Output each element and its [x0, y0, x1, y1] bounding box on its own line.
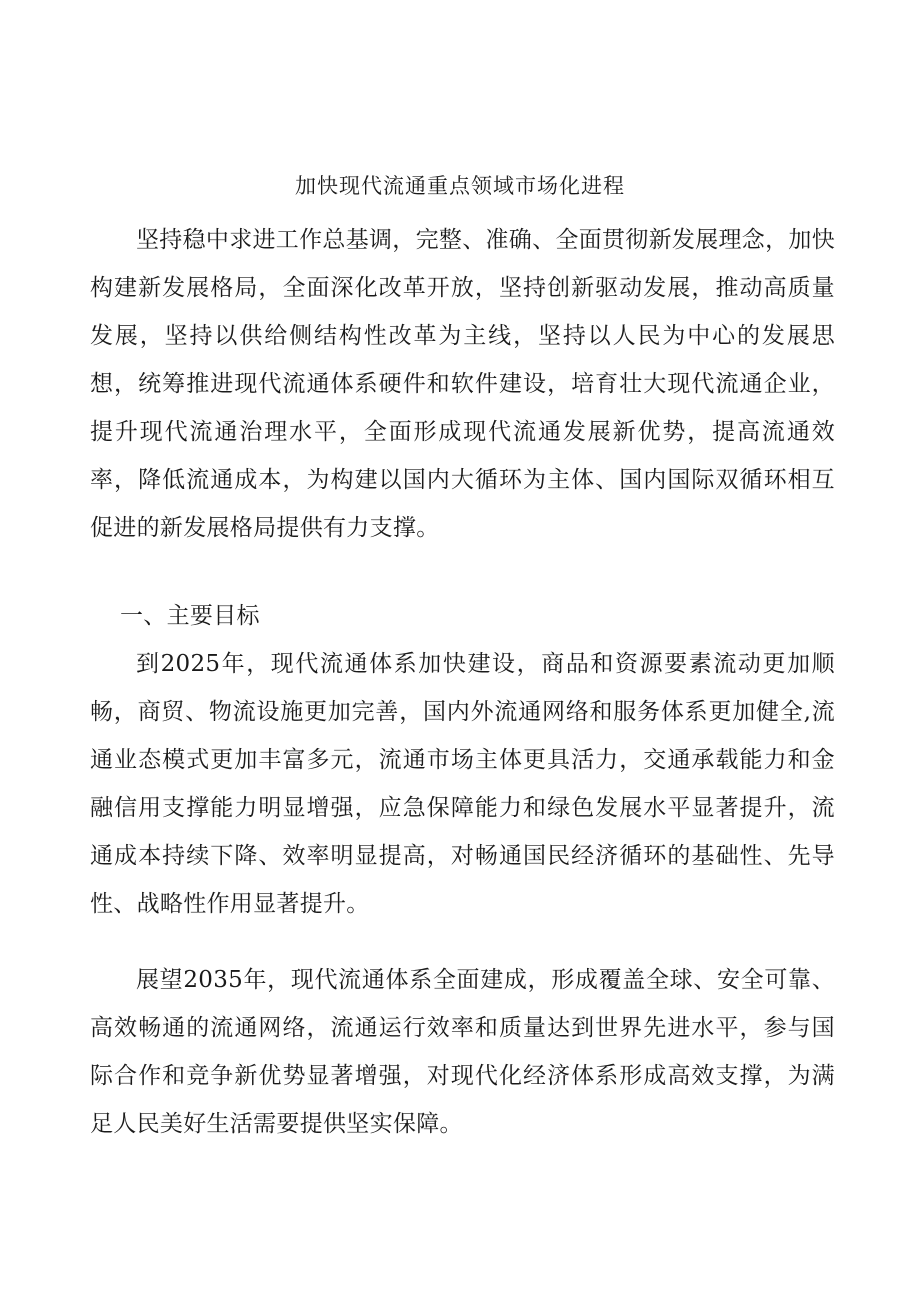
- section-heading: 一、主要目标: [120, 603, 260, 629]
- document-title: 加快现代流通重点领域市场化进程: [295, 174, 625, 198]
- goal-2025-paragraph: 到2025年，现代流通体系加快建设，商品和资源要素流动更加顺畅，商贸、物流设施更加完善，国内外流通网络和服务体系更加健全,流通业态模式更加丰富多元，流通市场主体更具活力，交通承载能力和金融信用支撑能力明显增强，应急保障能力和绿色发展水平显著提升，流通成本持续下降、效率明显提高，对畅通国民经济循环的基础性、先导性、战略性作用显著提升。: [90, 651, 835, 917]
- intro-paragraph: 坚持稳中求进工作总基调，完整、准确、全面贯彻新发展理念，加快构建新发展格局，全面深化改革开放，坚持创新驱动发展，推动高质量发展，坚持以供给侧结构性改革为主线，坚持以人民为中心的发展思想，统筹推进现代流通体系硬件和软件建设，培育壮大现代流通企业，提升现代流通治理水平，全面形成现代流通发展新优势，提高流通效率，降低流通成本，为构建以国内大循环为主体、国内国际双循环相互促进的新发展格局提供有力支撑。: [90, 227, 835, 541]
- outlook-2035-paragraph: 展望2035年，现代流通体系全面建成，形成覆盖全球、安全可靠、高效畅通的流通网络，流通运行效率和质量达到世界先进水平，参与国际合作和竞争新优势显著增强，对现代化经济体系形成高效支撑，为满足人民美好生活需要提供坚实保障。: [90, 967, 835, 1137]
